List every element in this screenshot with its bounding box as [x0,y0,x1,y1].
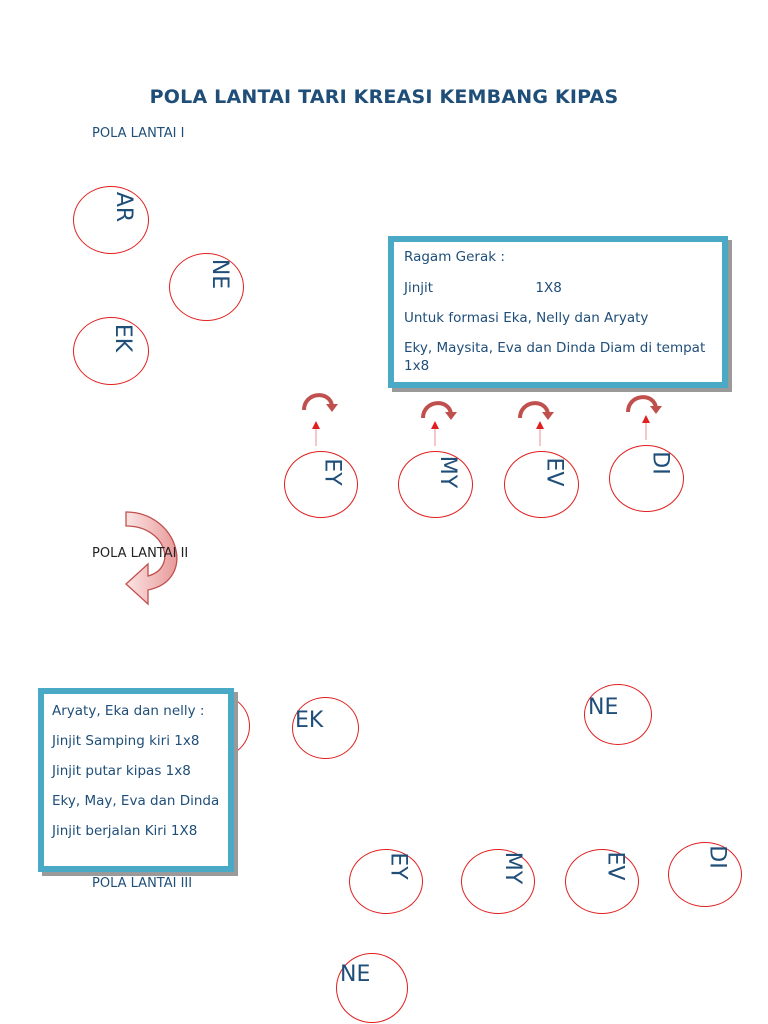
info-box-pola-2 [38,688,234,872]
dancer-circle-di [609,445,684,512]
dancer-label-my-2: MY [500,851,526,885]
box1-line3: Untuk formasi Eka, Nelly dan Aryaty [404,310,649,326]
box1-line1: Ragam Gerak : [404,249,505,265]
box2-line3: Jinjit putar kipas 1x8 [52,763,191,779]
dancer-label-ey: EY [319,458,345,486]
arrow-up-icon [429,420,441,446]
box2-line5: Jinjit berjalan Kiri 1X8 [52,823,198,839]
dancer-label-my: MY [435,455,461,489]
box2-line2: Jinjit Samping kiri 1x8 [52,733,200,749]
section-label-pola-2: POLA LANTAI II [92,546,189,561]
box1-line2-count: 1X8 [535,280,562,296]
dancer-label-ev: EV [541,457,567,487]
box1-line2-move: Jinjit [404,280,434,296]
box1-line2 [404,279,712,297]
dancer-label-ne: NE [207,258,233,290]
arrow-up-icon [640,414,652,440]
turn-arrow-icon [298,386,342,416]
section-label-pola-3: POLA LANTAI III [92,876,193,891]
box2-line1: Aryaty, Eka dan nelly : [52,703,205,719]
dancer-label-di-2: DI [704,845,730,869]
section-label-pola-1: POLA LANTAI I [92,126,185,141]
info-box-ragam-gerak [388,236,728,388]
box2-line4: Eky, May, Eva dan Dinda [52,793,220,809]
dancer-label-ar: AR [111,191,137,223]
box1-line4: Eky, Maysita, Eva dan Dinda Diam di tempat 1x8 [404,340,706,374]
dancer-label-ev-2: EV [602,851,628,881]
dancer-label-ne-3: NE [340,962,371,987]
arrow-up-icon [534,420,546,446]
arrow-up-icon [310,420,322,446]
curved-arrow-icon [120,508,192,618]
page-title: POLA LANTAI TARI KREASI KEMBANG KIPAS [149,86,619,108]
dancer-label-ne-2: NE [588,695,619,720]
dancer-label-ey-2: EY [385,852,411,880]
dancer-label-ek: EK [110,323,136,353]
dancer-label-ek-2: EK [295,708,324,733]
dancer-label-di: DI [647,451,673,475]
